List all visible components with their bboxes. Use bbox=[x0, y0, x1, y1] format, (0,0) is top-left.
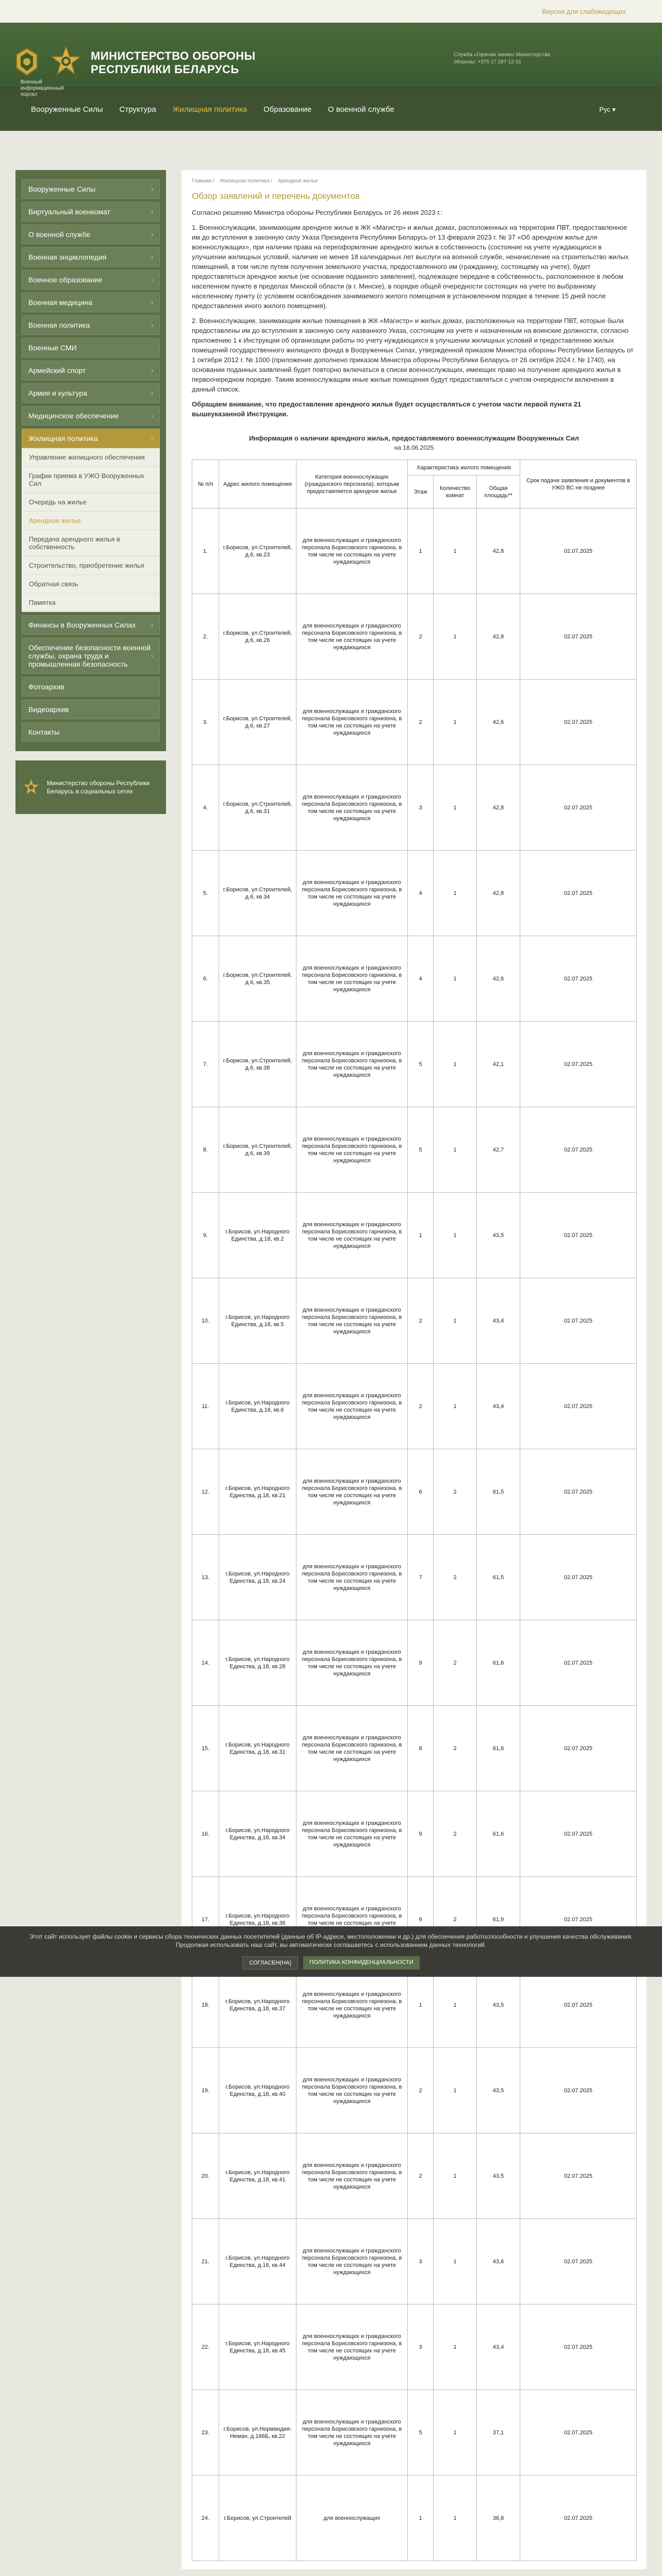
social-networks-banner[interactable] bbox=[15, 760, 166, 814]
cell-rooms: 1 bbox=[434, 1364, 477, 1449]
ministry-emblem-icon[interactable] bbox=[14, 47, 39, 76]
intro-paragraph: Согласно решению Министра обороны Республики Беларусь от 26 июня 2023 г.: bbox=[192, 209, 443, 216]
notice-paragraph: Обращаем внимание, что предоставление арендного жилья будет осуществляться с учетом части первой пункта 21 вышеуказанной Инструкции. bbox=[192, 400, 582, 418]
language-selector[interactable]: Рус ▾ bbox=[599, 105, 616, 113]
cell-rooms: 2 bbox=[434, 1449, 477, 1535]
table-title: Информация о наличии арендного жилья, предоставляемого военнослужащим Вооруженных Сил bbox=[249, 434, 580, 442]
header-category: Категория военнослужащих (гражданского персонала), которым предоставляется арендное жилье bbox=[296, 460, 408, 509]
star-emblem-icon bbox=[23, 772, 40, 803]
sidebar-item-label: Контакты bbox=[28, 728, 60, 736]
cell-rooms: 2 bbox=[434, 1791, 477, 1877]
chevron-right-icon: › bbox=[151, 231, 153, 238]
sidebar-subitem-feedback[interactable]: Обратная связь bbox=[22, 575, 160, 594]
cell-area: 42,8 bbox=[477, 851, 520, 936]
sidebar-item-media[interactable] bbox=[22, 338, 160, 358]
cell-address: г.Борисов, ул.Строителей bbox=[219, 2476, 296, 2561]
cell-category: для военнослужащих и гражданского персонала Борисовского гарнизона, в том числе не состоящих на учете нуждающихся bbox=[296, 1791, 408, 1877]
cell-address: г.Борисов, ул.Народного Единства, д.18, кв.40 bbox=[219, 2048, 296, 2133]
cell-address: г.Борисов, ул.Народного Единства, д.18, кв.44 bbox=[219, 2219, 296, 2304]
cell-num: 8. bbox=[192, 1107, 219, 1193]
cell-address: г.Борисов, ул.Строителей, д.6, кв.31 bbox=[219, 765, 296, 851]
cell-area: 43,4 bbox=[477, 1364, 520, 1449]
cell-address: г.Борисов, ул.Народного Единства, д.18, кв.28 bbox=[219, 1620, 296, 1706]
cell-num: 11. bbox=[192, 1364, 219, 1449]
cell-floor: 2 bbox=[408, 1278, 434, 1364]
cell-num: 4. bbox=[192, 765, 219, 851]
cell-deadline: 02.07.2025 bbox=[520, 1877, 637, 1962]
table-row bbox=[192, 2390, 637, 2476]
cell-category: для военнослужащих и гражданского персонала Борисовского гарнизона, в том числе не состоящих на учете нуждающихся bbox=[296, 2048, 408, 2133]
cell-rooms: 1 bbox=[434, 2219, 477, 2304]
cell-num: 16. bbox=[192, 1791, 219, 1877]
cell-address: г.Борисов, ул.Строителей, д.6, кв.27 bbox=[219, 680, 296, 765]
table-row bbox=[192, 2304, 637, 2390]
sidebar-item-label: Жилищная политика bbox=[28, 434, 98, 443]
cell-rooms: 1 bbox=[434, 2304, 477, 2390]
sidebar-item-safety[interactable] bbox=[22, 638, 160, 674]
cell-area: 43,5 bbox=[477, 1962, 520, 2048]
site-title[interactable] bbox=[91, 49, 256, 76]
sidebar-item-military-service[interactable] bbox=[22, 225, 160, 244]
chevron-right-icon: › bbox=[151, 299, 153, 306]
privacy-policy-button[interactable]: ПОЛИТИКА КОНФИДЕНЦИАЛЬНОСТИ bbox=[303, 1956, 419, 1970]
cell-deadline: 02.07.2025 bbox=[520, 851, 637, 936]
cookie-accept-button[interactable]: СОГЛАСЕН(НА) bbox=[242, 1956, 298, 1970]
cell-num: 22. bbox=[192, 2304, 219, 2390]
main-nav bbox=[0, 88, 662, 131]
sidebar-item-label: Виртуальный военкомат bbox=[28, 208, 110, 216]
sidebar-subitem-housing-department[interactable]: Управление жилищного обеспечения bbox=[22, 448, 160, 467]
sidebar-item-virtual-enlistment[interactable] bbox=[22, 202, 160, 222]
housing-table-body bbox=[192, 509, 637, 2561]
cell-category: для военнослужащих и гражданского персонала Борисовского гарнизона, в том числе не состоящих на учете нуждающихся bbox=[296, 1364, 408, 1449]
cell-category: для военнослужащих bbox=[296, 2476, 408, 2561]
sidebar-item-video-archive[interactable] bbox=[22, 700, 160, 719]
sidebar-subitem-memo[interactable]: Памятка bbox=[22, 594, 160, 612]
cell-address: г.Борисов, ул.Народного Единства, д.18, кв.36 bbox=[219, 1877, 296, 1962]
cell-address: г.Борисов, ул.Народного Единства, д.18, кв.2 bbox=[219, 1193, 296, 1278]
page-title: Обзор заявлений и перечень документов bbox=[192, 191, 360, 201]
cell-area: 61,6 bbox=[477, 1620, 520, 1706]
sidebar-item-label: Военная энциклопедия bbox=[28, 253, 107, 261]
chevron-right-icon: › bbox=[151, 412, 153, 419]
cell-rooms: 2 bbox=[434, 1535, 477, 1620]
chevron-right-icon: › bbox=[151, 253, 153, 261]
cell-address: г.Борисов, ул.Народного Единства, д.18, кв.6 bbox=[219, 1364, 296, 1449]
cell-area: 42,7 bbox=[477, 1107, 520, 1193]
table-row bbox=[192, 2048, 637, 2133]
cell-deadline: 02.07.2025 bbox=[520, 1535, 637, 1620]
cell-category: для военнослужащих и гражданского персонала Борисовского гарнизона, в том числе не состоящих на учете нуждающихся bbox=[296, 1107, 408, 1193]
sidebar-item-medical-support[interactable] bbox=[22, 406, 160, 426]
cell-deadline: 02.07.2025 bbox=[520, 1022, 637, 1107]
cell-rooms: 1 bbox=[434, 1107, 477, 1193]
chevron-right-icon: › bbox=[151, 621, 153, 629]
cell-floor: 2 bbox=[408, 594, 434, 680]
cell-floor: 8 bbox=[408, 1706, 434, 1791]
cell-category: для военнослужащих и гражданского персонала Борисовского гарнизона, в том числе не состоящих на учете нуждающихся bbox=[296, 1278, 408, 1364]
cell-num: 7. bbox=[192, 1022, 219, 1107]
sidebar-item-sport[interactable] bbox=[22, 361, 160, 380]
cell-area: 37,1 bbox=[477, 2390, 520, 2476]
cell-deadline: 02.07.2025 bbox=[520, 2304, 637, 2390]
cell-category: для военнослужащих и гражданского персонала Борисовского гарнизона, в том числе не состоящих на учете нуждающихся bbox=[296, 936, 408, 1022]
cell-floor: 9 bbox=[408, 1620, 434, 1706]
cell-category: для военнослужащих и гражданского персонала Борисовского гарнизона, в том числе не состоящих на учете нуждающихся bbox=[296, 680, 408, 765]
cell-rooms: 2 bbox=[434, 1877, 477, 1962]
chevron-right-icon: › bbox=[151, 276, 153, 283]
cell-address: г.Борисов, ул.Строителей, д.6, кв.23 bbox=[219, 509, 296, 594]
sidebar-item-label: Финансы в Вооруженных Силах bbox=[28, 621, 136, 629]
nav-item-housing-policy[interactable]: Жилищная политика bbox=[172, 105, 247, 114]
table-row bbox=[192, 1107, 637, 1193]
sidebar-item-label: Армейский спорт bbox=[28, 366, 86, 375]
cell-floor: 1 bbox=[408, 1193, 434, 1278]
cell-num: 6. bbox=[192, 936, 219, 1022]
table-row bbox=[192, 851, 637, 936]
sidebar-item-label: Видеоархив bbox=[28, 705, 69, 714]
cell-category: для военнослужащих и гражданского персонала Борисовского гарнизона, в том числе не состоящих на учете нуждающихся bbox=[296, 765, 408, 851]
cell-deadline: 02.07.2025 bbox=[520, 1364, 637, 1449]
chevron-right-icon: › bbox=[151, 367, 153, 374]
cell-category: для военнослужащих и гражданского персонала Борисовского гарнизона, в том числе не состоящих на учете нуждающихся bbox=[296, 1193, 408, 1278]
table-row bbox=[192, 1022, 637, 1107]
table-row bbox=[192, 2133, 637, 2219]
cell-deadline: 02.07.2025 bbox=[520, 2476, 637, 2561]
cell-deadline: 02.07.2025 bbox=[520, 2219, 637, 2304]
portal-label: Военный информационный портал bbox=[21, 79, 64, 97]
sidebar-item-label: Военная политика bbox=[28, 321, 90, 329]
breadcrumb-separator: / bbox=[269, 178, 274, 184]
sidebar-item-finance[interactable] bbox=[22, 615, 160, 635]
cell-area: 43,5 bbox=[477, 2133, 520, 2219]
cell-deadline: 02.07.2025 bbox=[520, 1193, 637, 1278]
accessibility-link[interactable]: Версия для слабовидящих bbox=[542, 7, 626, 15]
table-row bbox=[192, 1620, 637, 1706]
cell-category: для военнослужащих и гражданского персонала Борисовского гарнизона, в том числе не состоящих на учете нуждающихся bbox=[296, 1620, 408, 1706]
sidebar-item-label: Обеспечение безопасности военной службы, охрана труда и промышленная безопасность bbox=[28, 643, 151, 668]
nav-item-military-service[interactable]: О военной службе bbox=[328, 105, 394, 114]
main-content bbox=[181, 170, 647, 2569]
cell-rooms: 2 bbox=[434, 1706, 477, 1791]
cell-floor: 2 bbox=[408, 2048, 434, 2133]
header-floor: Этаж bbox=[408, 476, 434, 509]
sidebar-subitem-rental-housing[interactable]: Арендное жилье bbox=[22, 512, 160, 530]
cell-area: 61,5 bbox=[477, 1449, 520, 1535]
cell-floor: 1 bbox=[408, 2476, 434, 2561]
table-row bbox=[192, 765, 637, 851]
cell-deadline: 02.07.2025 bbox=[520, 1278, 637, 1364]
cell-area: 61,9 bbox=[477, 1877, 520, 1962]
site-title-line2: РЕСПУБЛИКИ БЕЛАРУСЬ bbox=[91, 63, 239, 76]
sidebar-item-policy[interactable] bbox=[22, 315, 160, 335]
cell-category: для военнослужащих и гражданского персонала Борисовского гарнизона, в том числе не состоящих на учете нуждающихся bbox=[296, 594, 408, 680]
cell-floor: 7 bbox=[408, 1535, 434, 1620]
cell-deadline: 02.07.2025 bbox=[520, 2390, 637, 2476]
housing-table bbox=[192, 460, 637, 2561]
cell-num: 14. bbox=[192, 1620, 219, 1706]
sidebar-submenu-housing bbox=[22, 448, 160, 612]
cell-floor: 3 bbox=[408, 2219, 434, 2304]
cell-deadline: 02.07.2025 bbox=[520, 936, 637, 1022]
chevron-up-icon: ‹ bbox=[151, 435, 153, 442]
cell-area: 42,6 bbox=[477, 936, 520, 1022]
cell-rooms: 1 bbox=[434, 2048, 477, 2133]
sidebar-menu bbox=[15, 170, 166, 751]
nav-item-armed-forces[interactable]: Вооруженные Силы bbox=[31, 105, 103, 114]
cell-address: г.Борисов, ул.Строителей, д.6, кв.39 bbox=[219, 1107, 296, 1193]
cell-floor: 9 bbox=[408, 1791, 434, 1877]
paragraph-2: 2. Военнослужащим, занимающим жилые помещения в ЖК «Магистр» и жилых домах, расположенных на территории ПВТ, которые были предоставлены им до вступления в законную силу названного Указа, состоящим на учете и назначенным на воинские должности, согласно приложению 1 к Инструкции об организации работы по учету нуждающихся в улучшении жилищных условий и предоставлению жилых помещений государственного жилищного фонда в Вооруженных Силах, утвержденной приказом Министра обороны Республики Беларусь от 1 октября 2012 г. № 1000 (приложение дополнено приказом Министра обороны Республики Беларусь от 26 октября 2024 г. № 1740), на основании поданных заявлений будет повторно включаться в списки военнослужащих, имеющих право на получение арендного жилья в первоочередном порядке. Таким военнослужащим иные жилые помещения будут предоставляться с учетом очередности включения в данный список. bbox=[192, 317, 634, 393]
sidebar bbox=[15, 170, 166, 814]
sidebar-item-photo-archive[interactable] bbox=[22, 677, 160, 697]
hotline-contacts: Служба «Горячая линия» Министерства обороны: +375 17 297-12-31 bbox=[454, 52, 550, 65]
sidebar-item-label: Военные СМИ bbox=[28, 344, 77, 352]
table-row bbox=[192, 680, 637, 765]
cell-address: г.Борисов, ул.Нормандия-Неман, д.186Б, кв.22 bbox=[219, 2390, 296, 2476]
cell-category: для военнослужащих и гражданского персонала Борисовского гарнизона, в том числе не состоящих на учете нуждающихся bbox=[296, 2219, 408, 2304]
cell-num: 13. bbox=[192, 1535, 219, 1620]
cell-category: для военнослужащих и гражданского персонала Борисовского гарнизона, в том числе не состоящих на учете нуждающихся bbox=[296, 1022, 408, 1107]
cell-num: 2. bbox=[192, 594, 219, 680]
table-row bbox=[192, 1278, 637, 1364]
cell-address: г.Борисов, ул.Строителей, д.6, кв.38 bbox=[219, 1022, 296, 1107]
cell-address: г.Борисов, ул.Народного Единства, д.18, кв.5 bbox=[219, 1278, 296, 1364]
cell-floor: 6 bbox=[408, 1449, 434, 1535]
sidebar-item-label: Фотоархив bbox=[28, 683, 64, 691]
cell-floor: 2 bbox=[408, 680, 434, 765]
chevron-right-icon: › bbox=[151, 389, 153, 397]
cell-rooms: 1 bbox=[434, 1022, 477, 1107]
cell-rooms: 1 bbox=[434, 1193, 477, 1278]
header-address: Адрес жилого помещения bbox=[219, 460, 296, 509]
cell-floor: 4 bbox=[408, 936, 434, 1022]
sidebar-item-culture[interactable] bbox=[22, 383, 160, 403]
cell-address: г.Борисов, ул.Народного Единства, д.18, кв.21 bbox=[219, 1449, 296, 1535]
star-emblem-icon[interactable] bbox=[51, 45, 81, 77]
sidebar-item-education[interactable] bbox=[22, 270, 160, 290]
cell-num: 9. bbox=[192, 1193, 219, 1278]
top-utility-bar bbox=[0, 0, 662, 23]
sidebar-item-contacts[interactable] bbox=[22, 722, 160, 742]
cell-floor: 9 bbox=[408, 1877, 434, 1962]
cell-category: для военнослужащих и гражданского персонала Борисовского гарнизона, в том числе не состоящих на учете нуждающихся bbox=[296, 1962, 408, 2048]
cell-category: для военнослужащих и гражданского персонала Борисовского гарнизона, в том числе не состоящих на учете bbox=[296, 1877, 408, 1962]
cell-rooms: 1 bbox=[434, 2133, 477, 2219]
cell-num: 15. bbox=[192, 1706, 219, 1791]
sidebar-subitem-housing-queue[interactable]: Очередь на жилье bbox=[22, 493, 160, 512]
cell-deadline: 02.07.2025 bbox=[520, 2133, 637, 2219]
table-row bbox=[192, 1706, 637, 1791]
table-row bbox=[192, 1535, 637, 1620]
cell-category: для военнослужащих и гражданского персонала Борисовского гарнизона, в том числе не состоящих на учете нуждающихся bbox=[296, 2304, 408, 2390]
cell-num: 12. bbox=[192, 1449, 219, 1535]
cell-rooms: 1 bbox=[434, 2390, 477, 2476]
header-characteristics: Характеристика жилого помещения bbox=[408, 460, 520, 476]
cell-num: 21. bbox=[192, 2219, 219, 2304]
cell-num: 18. bbox=[192, 1962, 219, 2048]
cell-num: 20. bbox=[192, 2133, 219, 2219]
cell-floor: 5 bbox=[408, 1107, 434, 1193]
cell-rooms: 1 bbox=[434, 851, 477, 936]
cell-address: г.Борисов, ул.Народного Единства, д.18, кв.34 bbox=[219, 1791, 296, 1877]
cookie-banner bbox=[0, 1926, 662, 1977]
nav-item-education[interactable]: Образование bbox=[263, 105, 312, 114]
cell-deadline: 02.07.2025 bbox=[520, 509, 637, 594]
cell-rooms: 1 bbox=[434, 2476, 477, 2561]
cell-category: для военнослужащих и гражданского персонала Борисовского гарнизона, в том числе не состоящих на учете нуждающихся bbox=[296, 2390, 408, 2476]
cell-floor: 3 bbox=[408, 765, 434, 851]
cell-deadline: 02.07.2025 bbox=[520, 1791, 637, 1877]
header-rooms: Количество комнат bbox=[434, 476, 477, 509]
social-networks-text: Министерство обороны Республики Беларусь в социальных сетях bbox=[46, 779, 150, 795]
cell-category: для военнослужащих и гражданского персонала Борисовского гарнизона, в том числе не состоящих на учете нуждающихся bbox=[296, 2133, 408, 2219]
sidebar-item-label: О военной службе bbox=[28, 230, 91, 239]
cell-category: для военнослужащих и гражданского персонала Борисовского гарнизона, в том числе не состоящих на учете нуждающихся bbox=[296, 509, 408, 594]
cell-area: 43,6 bbox=[477, 2219, 520, 2304]
cell-rooms: 1 bbox=[434, 1962, 477, 2048]
cell-area: 43,5 bbox=[477, 2048, 520, 2133]
table-row bbox=[192, 509, 637, 594]
cell-area: 36,8 bbox=[477, 2476, 520, 2561]
sidebar-item-label: Военное образование bbox=[28, 276, 103, 284]
cell-category: для военнослужащих и гражданского персонала Борисовского гарнизона, в том числе не состоящих на учете нуждающихся bbox=[296, 851, 408, 936]
cell-address: г.Борисов, ул.Строителей, д.6, кв.26 bbox=[219, 594, 296, 680]
cell-floor: 3 bbox=[408, 2304, 434, 2390]
nav-item-structure[interactable]: Структура bbox=[119, 105, 156, 114]
sidebar-item-armed-forces[interactable] bbox=[22, 179, 160, 199]
paragraph-1: 1. Военнослужащим, занимающим арендное жилье в ЖК «Магистр» и жилых домах, расположенных на территории ПВТ, предоставленное им до вступления в законную силу Указа Президента Республики Беларусь от 13 февраля 2023 г. № 37 «Об арендном жилье для военнослужащих», при наличии права на переоформление арендного жилья в собственность (состояние на учете нуждающихся в улучшении жилищных условий, наличие не менее 18 календарных лет выслуги на военной службе, неначисление на строительство жилых помещений, в том числе путем получения земельного участка, предоставленного им (гражданину, состоящему на учете), будет предоставляться арендное жилье (не основание поданного заявления), подлежащее передаче в собственность, расположенное в любом населенном пункте в пределах Минской области (в г. Минске), в порядке общей очередности состоящих на учете по выбранному населенному пункту (с условием освобождения занимаемого жилого помещения в установленном порядке в течение 15 дней после предоставления иного жилого помещения). bbox=[192, 224, 629, 310]
sidebar-item-label: Армия и культура bbox=[28, 389, 88, 397]
sidebar-item-label: Вооруженные Силы bbox=[28, 185, 96, 193]
sidebar-item-encyclopedia[interactable] bbox=[22, 247, 160, 267]
sidebar-item-label: Медицинское обеспечение bbox=[28, 412, 119, 420]
cell-num: 1. bbox=[192, 509, 219, 594]
chevron-right-icon: › bbox=[151, 185, 153, 193]
table-row bbox=[192, 936, 637, 1022]
cell-rooms: 1 bbox=[434, 594, 477, 680]
cell-category: для военнослужащих и гражданского персонала Борисовского гарнизона, в том числе не состоящих на учете нуждающихся bbox=[296, 1535, 408, 1620]
cell-area: 61,6 bbox=[477, 1706, 520, 1791]
cell-num: 23. bbox=[192, 2390, 219, 2476]
cell-area: 42,1 bbox=[477, 1022, 520, 1107]
cell-deadline: 02.07.2025 bbox=[520, 1962, 637, 2048]
sidebar-subitem-reception-schedule[interactable]: График приема в УЖО Вооруженных Сил bbox=[22, 467, 160, 493]
cell-address: г.Борисов, ул.Народного Единства, д.18, кв.37 bbox=[219, 1962, 296, 2048]
cell-area: 61,5 bbox=[477, 1535, 520, 1620]
cell-address: г.Борисов, ул.Народного Единства, д.18, кв.24 bbox=[219, 1535, 296, 1620]
table-date: на 18.06.2025 bbox=[394, 444, 434, 451]
cell-num: 24. bbox=[192, 2476, 219, 2561]
cell-area: 43,4 bbox=[477, 1278, 520, 1364]
cell-deadline: 02.07.2025 bbox=[520, 680, 637, 765]
table-row bbox=[192, 1791, 637, 1877]
cell-address: г.Борисов, ул.Строителей, д.6, кв.34 bbox=[219, 851, 296, 936]
cell-address: г.Борисов, ул.Народного Единства, д.18, кв.41 bbox=[219, 2133, 296, 2219]
breadcrumb-separator: / bbox=[211, 178, 216, 184]
header-num: № п/п bbox=[192, 460, 219, 509]
cell-area: 42,8 bbox=[477, 594, 520, 680]
cell-category: для военнослужащих и гражданского персонала Борисовского гарнизона, в том числе не состоящих на учете нуждающихся bbox=[296, 1449, 408, 1535]
breadcrumb-housing[interactable]: Жилищная политика bbox=[220, 178, 270, 184]
cell-area: 42,8 bbox=[477, 509, 520, 594]
cell-deadline: 02.07.2025 bbox=[520, 765, 637, 851]
cell-rooms: 1 bbox=[434, 1278, 477, 1364]
cell-floor: 4 bbox=[408, 851, 434, 936]
table-row bbox=[192, 1449, 637, 1535]
cell-num: 19. bbox=[192, 2048, 219, 2133]
cell-deadline: 02.07.2025 bbox=[520, 1107, 637, 1193]
sidebar-item-housing[interactable] bbox=[22, 429, 160, 448]
cell-deadline: 02.07.2025 bbox=[520, 594, 637, 680]
table-row bbox=[192, 594, 637, 680]
site-title-line1: МИНИСТЕРСТВО ОБОРОНЫ bbox=[91, 49, 256, 62]
cell-rooms: 2 bbox=[434, 1620, 477, 1706]
cell-category: для военнослужащих и гражданского персонала Борисовского гарнизона, в том числе не состоящих на учете нуждающихся bbox=[296, 1706, 408, 1791]
cell-address: г.Борисов, ул.Народного Единства, д.18, кв.45 bbox=[219, 2304, 296, 2390]
cookie-buttons bbox=[21, 1956, 641, 1970]
table-row bbox=[192, 1364, 637, 1449]
header-deadline: Срок подачи заявления и документов в УЖО ВС не позднее bbox=[520, 460, 637, 509]
site-header bbox=[0, 23, 662, 97]
table-row bbox=[192, 2476, 637, 2561]
cell-deadline: 02.07.2025 bbox=[520, 1620, 637, 1706]
cell-floor: 5 bbox=[408, 2390, 434, 2476]
cell-rooms: 1 bbox=[434, 509, 477, 594]
table-row bbox=[192, 2219, 637, 2304]
cell-address: г.Борисов, ул.Народного Единства, д.18, кв.31 bbox=[219, 1706, 296, 1791]
breadcrumb-current: Арендное жилье bbox=[278, 178, 318, 184]
breadcrumb bbox=[192, 178, 636, 184]
cell-deadline: 02.07.2025 bbox=[520, 1706, 637, 1791]
cell-floor: 2 bbox=[408, 2133, 434, 2219]
cell-rooms: 1 bbox=[434, 765, 477, 851]
chevron-right-icon: › bbox=[151, 321, 153, 329]
cell-rooms: 1 bbox=[434, 680, 477, 765]
cell-deadline: 02.07.2025 bbox=[520, 2048, 637, 2133]
cell-num: 17. bbox=[192, 1877, 219, 1962]
cell-area: 43,4 bbox=[477, 2304, 520, 2390]
header-area: Общая площадь** bbox=[477, 476, 520, 509]
sidebar-item-label: Военная медицина bbox=[28, 298, 93, 307]
cookie-text: Этот сайт использует файлы cookie и сервисы сбора технических данных посетителей (данные об IP-адресе, местоположении и др.) для обеспечения работоспособности и улучшения качества обслуживания. Продолжая использовать наш сайт, вы автоматически соглашаетесь с использованием данных технологий. bbox=[29, 1933, 633, 1948]
sidebar-subitem-construction[interactable]: Строительство, приобретение жилья bbox=[22, 556, 160, 575]
table-row bbox=[192, 1193, 637, 1278]
cell-rooms: 1 bbox=[434, 936, 477, 1022]
cell-area: 42,8 bbox=[477, 765, 520, 851]
cell-num: 10. bbox=[192, 1278, 219, 1364]
cell-floor: 5 bbox=[408, 1022, 434, 1107]
cell-area: 61,6 bbox=[477, 1791, 520, 1877]
sidebar-subitem-ownership-transfer[interactable]: Передача арендного жилья в собственность bbox=[22, 530, 160, 556]
cell-num: 5. bbox=[192, 851, 219, 936]
cell-floor: 2 bbox=[408, 1364, 434, 1449]
sidebar-item-medicine[interactable] bbox=[22, 293, 160, 312]
cell-deadline: 02.07.2025 bbox=[520, 1449, 637, 1535]
cell-floor: 1 bbox=[408, 1962, 434, 2048]
cell-area: 43,5 bbox=[477, 1193, 520, 1278]
chevron-right-icon: › bbox=[151, 208, 153, 215]
cell-floor: 1 bbox=[408, 509, 434, 594]
chevron-right-icon: › bbox=[151, 652, 153, 659]
cell-num: 3. bbox=[192, 680, 219, 765]
cell-area: 42,6 bbox=[477, 680, 520, 765]
breadcrumb-home[interactable]: Главная bbox=[192, 178, 212, 184]
cell-address: г.Борисов, ул.Строителей, д.6, кв.35 bbox=[219, 936, 296, 1022]
